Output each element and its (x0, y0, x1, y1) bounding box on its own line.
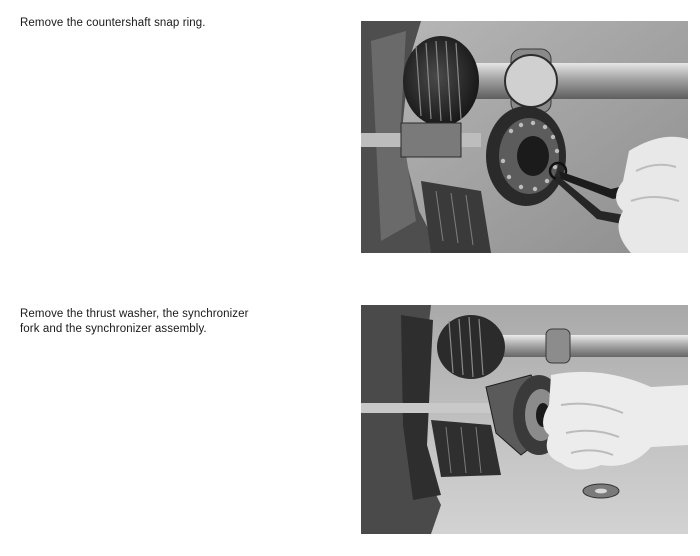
step-2-caption (20, 307, 320, 337)
snap-ring-photo-illustration (361, 21, 688, 253)
step-2-caption-line-2: fork and the synchronizer assembly. (20, 323, 207, 335)
synchronizer-photo-illustration (361, 305, 688, 534)
snap-ring-removal-photo (361, 21, 688, 253)
step-2-caption-line-1: Remove the thrust washer, the synchronizer (20, 308, 249, 320)
step-1-caption: Remove the countershaft snap ring. (20, 17, 206, 29)
synchronizer-removal-photo (361, 305, 688, 534)
